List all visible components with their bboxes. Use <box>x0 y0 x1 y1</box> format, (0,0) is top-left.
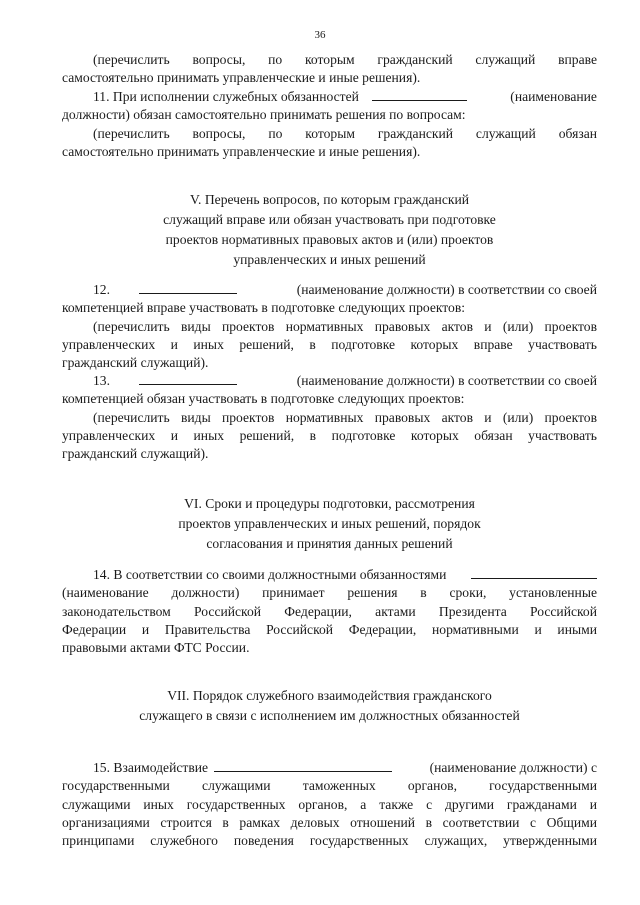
heading-line: VI. Сроки и процедуры подготовки, рассмотрения <box>184 496 475 511</box>
item-number: 13. <box>93 373 110 388</box>
text-line: управленческих и иных решений, в подготовке которых вправе участвовать <box>62 336 597 352</box>
text-line: законодательством Российской Федерации, актами Президента Российской <box>62 603 597 619</box>
fill-in-blank <box>139 372 237 385</box>
heading-line: согласования и принятия данных решений <box>206 536 453 551</box>
p15-lead: 15. Взаимодействие <box>93 760 209 775</box>
section-7-heading <box>62 686 597 726</box>
p11-lead: 11. При исполнении служебных обязанностей <box>93 89 359 104</box>
fill-in-blank <box>214 759 392 772</box>
paragraph-13 <box>62 372 597 463</box>
text-line: (перечислить вопросы, по которым гражданский служащий вправе <box>93 52 597 67</box>
item-number: 12. <box>93 282 110 297</box>
text-line: организациями строится в рамках деловых отношений в соответствии с Общими <box>62 814 597 830</box>
page-number: 36 <box>314 29 326 41</box>
text-line: (перечислить вопросы, по которым гражданский служащий обязан <box>93 125 597 141</box>
paragraph-12 <box>62 281 597 372</box>
text-line: должности) обязан самостоятельно принимать решения по вопросам: <box>62 107 466 123</box>
text-line: самостоятельно принимать управленческие и иные решения). <box>62 70 421 86</box>
heading-line: проектов нормативных правовых актов и (или) проектов <box>165 232 494 247</box>
text-line <box>62 372 597 390</box>
section-6-heading <box>62 494 597 554</box>
heading-line: служащий вправе или обязан участвовать при подготовке <box>163 212 496 227</box>
paragraph-15 <box>62 759 597 850</box>
text-line: правовыми актами ФТС России. <box>62 640 250 656</box>
p14-lead: 14. В соответствии со своими должностными обязанностями <box>93 567 447 582</box>
heading-line: проектов управленческих и иных решений, порядок <box>178 516 481 531</box>
fill-in-blank <box>372 88 467 101</box>
text-line: гражданский служащий). <box>62 355 209 371</box>
fill-in-blank <box>471 566 597 579</box>
text-line: самостоятельно принимать управленческие и иные решения). <box>62 143 421 159</box>
p13-tail: (наименование должности) в соответствии со своей <box>296 373 597 388</box>
heading-line: управленческих и иных решений <box>233 252 426 267</box>
text-line: Федерации и Правительства Российской Федерации, нормативными и иными <box>62 621 597 637</box>
text-line <box>62 88 597 106</box>
heading-line: V. Перечень вопросов, по которым гражданский <box>189 192 470 207</box>
text-line: принципами служебного поведения государственных служащих, утвержденными <box>62 833 597 849</box>
text-line <box>62 566 597 584</box>
text-line <box>62 759 597 777</box>
text-line: компетенцией вправе участвовать в подготовке следующих проектов: <box>62 300 466 316</box>
p10-tail <box>62 51 597 88</box>
fill-in-blank <box>139 281 237 294</box>
text-line: государственными служащими таможенных органов, государственными <box>62 778 597 794</box>
paragraph-11 <box>62 88 597 161</box>
text-line: компетенцией обязан участвовать в подготовке следующих проектов: <box>62 391 465 407</box>
text-line <box>62 281 597 299</box>
heading-line: служащего в связи с исполнением им должностных обязанностей <box>139 708 520 723</box>
p11-tail: (наименование <box>510 89 597 104</box>
text-line: управленческих и иных решений, в подготовке которых обязан участвовать <box>62 427 597 443</box>
p12-tail: (наименование должности) в соответствии со своей <box>296 282 597 297</box>
paragraph-14 <box>62 566 597 657</box>
text-line: (перечислить виды проектов нормативных правовых актов и (или) проектов <box>93 409 597 425</box>
p15-tail: (наименование должности) с <box>429 760 597 775</box>
text-line: (наименование должности) принимает решения в сроки, установленные <box>62 585 597 601</box>
text-line: служащими иных государственных органов, а также с другими гражданами и <box>62 796 597 812</box>
section-5-heading <box>62 190 597 270</box>
text-line: (перечислить виды проектов нормативных правовых актов и (или) проектов <box>93 318 597 334</box>
heading-line: VII. Порядок служебного взаимодействия гражданского <box>167 688 492 703</box>
text-line: гражданский служащий). <box>62 446 209 462</box>
